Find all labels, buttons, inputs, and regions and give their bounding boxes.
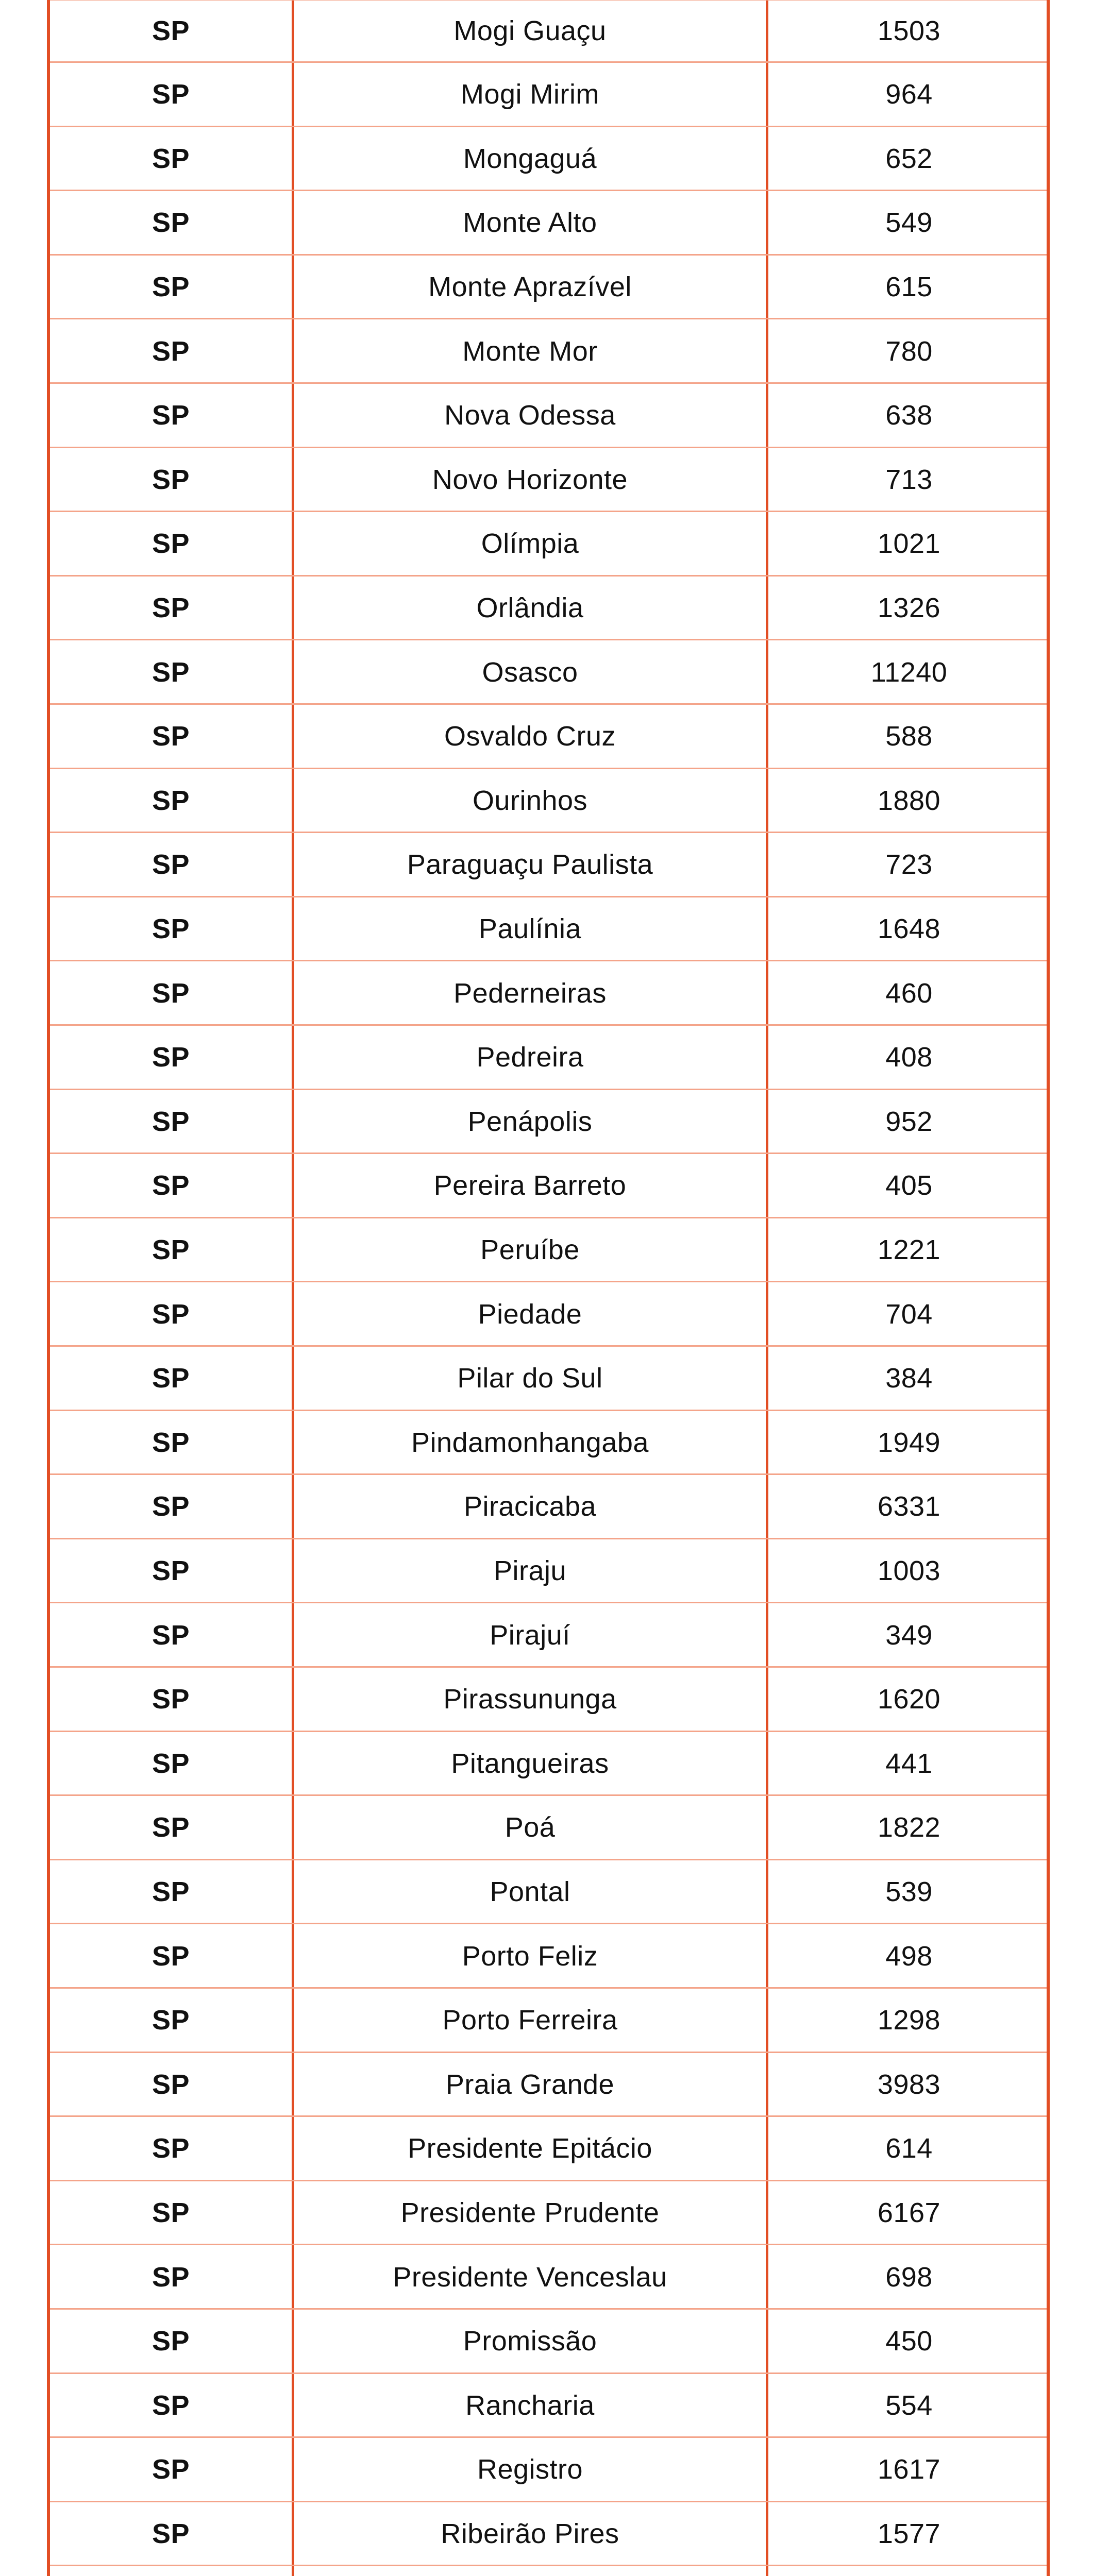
state-cell: SP: [152, 1940, 190, 1972]
value-cell: 1949: [877, 1427, 941, 1458]
state-cell: SP: [152, 1555, 190, 1586]
city-cell: Paulínia: [478, 913, 582, 944]
value-cell: 450: [885, 2326, 933, 2357]
value-cell: 6167: [877, 2197, 941, 2228]
table-row: [50, 1925, 1047, 1989]
value-cell: 460: [885, 977, 933, 1009]
table-row: [50, 256, 1047, 319]
city-cell: Paraguaçu Paulista: [407, 849, 653, 880]
state-cell: [50, 2567, 292, 2576]
state-cell: SP: [152, 592, 190, 623]
city-cell: Pirajuí: [490, 1619, 570, 1651]
table-row: [50, 127, 1047, 191]
value-cell: 615: [885, 271, 933, 302]
city-cell: Presidente Venceslau: [393, 2261, 667, 2293]
state-cell: SP: [152, 528, 190, 560]
table-row: [50, 1732, 1047, 1796]
value-cell: 1298: [877, 2005, 941, 2036]
state-cell: SP: [152, 913, 190, 944]
state-cell: SP: [152, 1298, 190, 1330]
state-cell: SP: [152, 721, 190, 752]
table-row: [50, 384, 1047, 448]
city-cell: Ourinhos: [472, 785, 588, 816]
table-row: [50, 192, 1047, 256]
table-row: [50, 577, 1047, 640]
state-cell: SP: [152, 2197, 190, 2228]
value-cell: 441: [885, 1748, 933, 1779]
value-cell: 498: [885, 1940, 933, 1972]
city-cell: Pedreira: [476, 1042, 584, 1073]
table-row: [50, 1604, 1047, 1668]
table-row: [50, 962, 1047, 1026]
table-row: [50, 2567, 1047, 2576]
city-cell: Mogi Mirim: [461, 79, 599, 110]
city-cell: Monte Mor: [462, 335, 598, 367]
state-cell: SP: [152, 656, 190, 688]
value-cell: 723: [885, 849, 933, 880]
table-row: [50, 1797, 1047, 1860]
value-cell: 588: [885, 721, 933, 752]
table-row: [50, 513, 1047, 577]
city-cell: [294, 2567, 766, 2576]
table-row: [50, 2246, 1047, 2310]
value-cell: 713: [885, 464, 933, 495]
state-cell: SP: [152, 400, 190, 431]
table-row: [50, 1347, 1047, 1411]
city-cell: Piracicaba: [463, 1491, 597, 1522]
state-cell: SP: [152, 2454, 190, 2485]
city-cell: Osasco: [482, 656, 578, 688]
value-cell: 549: [885, 207, 933, 239]
table-row: [50, 1539, 1047, 1603]
state-cell: SP: [152, 335, 190, 367]
city-cell: Poá: [505, 1812, 556, 1843]
city-cell: Piedade: [478, 1298, 582, 1330]
value-cell: 1822: [877, 1812, 941, 1843]
state-cell: SP: [152, 849, 190, 880]
state-cell: SP: [152, 15, 190, 46]
state-cell: SP: [152, 977, 190, 1009]
state-cell: SP: [152, 1619, 190, 1651]
table-row: [50, 1860, 1047, 1924]
state-cell: SP: [152, 1491, 190, 1522]
state-cell: SP: [152, 1876, 190, 1907]
city-cell: Porto Ferreira: [442, 2005, 618, 2036]
value-cell: 539: [885, 1876, 933, 1907]
state-cell: SP: [152, 2133, 190, 2164]
table-row: [50, 1283, 1047, 1347]
state-cell: SP: [152, 2326, 190, 2357]
city-cell: Rancharia: [465, 2389, 595, 2421]
city-cell: Olímpia: [481, 528, 579, 560]
state-cell: SP: [152, 1684, 190, 1715]
city-cell: Presidente Epitácio: [408, 2133, 652, 2164]
city-cell: Praia Grande: [445, 2069, 615, 2100]
state-cell: SP: [152, 143, 190, 174]
city-cell: Piraju: [493, 1555, 567, 1586]
city-cell: Pilar do Sul: [457, 1363, 603, 1394]
state-cell: SP: [152, 1812, 190, 1843]
table-row: [50, 320, 1047, 384]
table-row: [50, 2310, 1047, 2374]
city-cell: Penápolis: [467, 1106, 593, 1137]
table-row: [50, 1668, 1047, 1732]
table-row: [50, 63, 1047, 127]
city-cell: Monte Aprazível: [428, 271, 632, 302]
city-cell: Peruíbe: [480, 1234, 580, 1265]
value-cell: [768, 2567, 1050, 2576]
state-cell: SP: [152, 1042, 190, 1073]
table-row: [50, 1026, 1047, 1090]
value-cell: 1221: [877, 1234, 941, 1265]
value-cell: 1503: [877, 15, 941, 46]
state-cell: SP: [152, 79, 190, 110]
table-row: [50, 897, 1047, 961]
value-cell: 1021: [877, 528, 941, 560]
city-cell: Monte Alto: [463, 207, 597, 239]
value-cell: 652: [885, 143, 933, 174]
value-cell: 384: [885, 1363, 933, 1394]
city-cell: Pindamonhangaba: [411, 1427, 649, 1458]
table-row: [50, 1218, 1047, 1282]
value-cell: 1620: [877, 1684, 941, 1715]
value-cell: 1648: [877, 913, 941, 944]
city-cell: Pereira Barreto: [433, 1170, 627, 1201]
value-cell: 964: [885, 79, 933, 110]
state-cell: SP: [152, 2005, 190, 2036]
table-row: [50, 1476, 1047, 1539]
table-row: [50, 641, 1047, 705]
city-cell: Nova Odessa: [444, 400, 616, 431]
value-cell: 349: [885, 1619, 933, 1651]
table-row: [50, 769, 1047, 833]
value-cell: 1003: [877, 1555, 941, 1586]
value-cell: 1577: [877, 2518, 941, 2549]
city-cell: Mogi Guaçu: [453, 15, 607, 46]
city-cell: Ribeirão Pires: [441, 2518, 619, 2549]
city-cell: Novo Horizonte: [432, 464, 628, 495]
table-row: [50, 2502, 1047, 2566]
city-cell: Pirassununga: [443, 1684, 617, 1715]
state-cell: SP: [152, 207, 190, 239]
table-row: [50, 2374, 1047, 2438]
city-cell: Porto Feliz: [462, 1940, 598, 1972]
value-cell: 11240: [870, 656, 948, 688]
table-row: [50, 0, 1047, 63]
table-row: [50, 448, 1047, 512]
value-cell: 780: [885, 335, 933, 367]
value-cell: 952: [885, 1106, 933, 1137]
city-cell: Orlândia: [476, 592, 584, 623]
value-cell: 6331: [877, 1491, 941, 1522]
city-cell: Osvaldo Cruz: [444, 721, 616, 752]
table-row: [50, 2438, 1047, 2502]
city-cell: Pitangueiras: [451, 1748, 609, 1779]
table-row: [50, 2181, 1047, 2245]
state-cell: SP: [152, 1106, 190, 1137]
state-cell: SP: [152, 2069, 190, 2100]
value-cell: 1326: [877, 592, 941, 623]
state-cell: SP: [152, 1427, 190, 1458]
value-cell: 554: [885, 2389, 933, 2421]
table-row: [50, 1411, 1047, 1475]
city-cell: Promissão: [463, 2326, 597, 2357]
city-cell: Pontal: [490, 1876, 570, 1907]
table-row: [50, 2117, 1047, 2181]
table-row: [50, 705, 1047, 769]
state-cell: SP: [152, 1748, 190, 1779]
city-cell: Presidente Prudente: [400, 2197, 660, 2228]
table-row: [50, 834, 1047, 897]
value-cell: 614: [885, 2133, 933, 2164]
table-row: [50, 1090, 1047, 1154]
state-cell: SP: [152, 2261, 190, 2293]
value-cell: 405: [885, 1170, 933, 1201]
table-row: [50, 1155, 1047, 1218]
state-cell: SP: [152, 1234, 190, 1265]
value-cell: 1880: [877, 785, 941, 816]
value-cell: 638: [885, 400, 933, 431]
value-cell: 698: [885, 2261, 933, 2293]
table-row: [50, 2053, 1047, 2117]
state-cell: SP: [152, 785, 190, 816]
value-cell: 3983: [877, 2069, 941, 2100]
city-cell: Mongaguá: [463, 143, 597, 174]
state-cell: SP: [152, 464, 190, 495]
city-cell: Pederneiras: [453, 977, 607, 1009]
value-cell: 1617: [877, 2454, 941, 2485]
value-cell: 408: [885, 1042, 933, 1073]
state-cell: SP: [152, 271, 190, 302]
state-cell: SP: [152, 2389, 190, 2421]
table-row: [50, 1989, 1047, 2053]
value-cell: 704: [885, 1298, 933, 1330]
city-cell: Registro: [477, 2454, 583, 2485]
state-cell: SP: [152, 2518, 190, 2549]
state-cell: SP: [152, 1363, 190, 1394]
municipality-table: [47, 0, 1050, 2576]
state-cell: SP: [152, 1170, 190, 1201]
